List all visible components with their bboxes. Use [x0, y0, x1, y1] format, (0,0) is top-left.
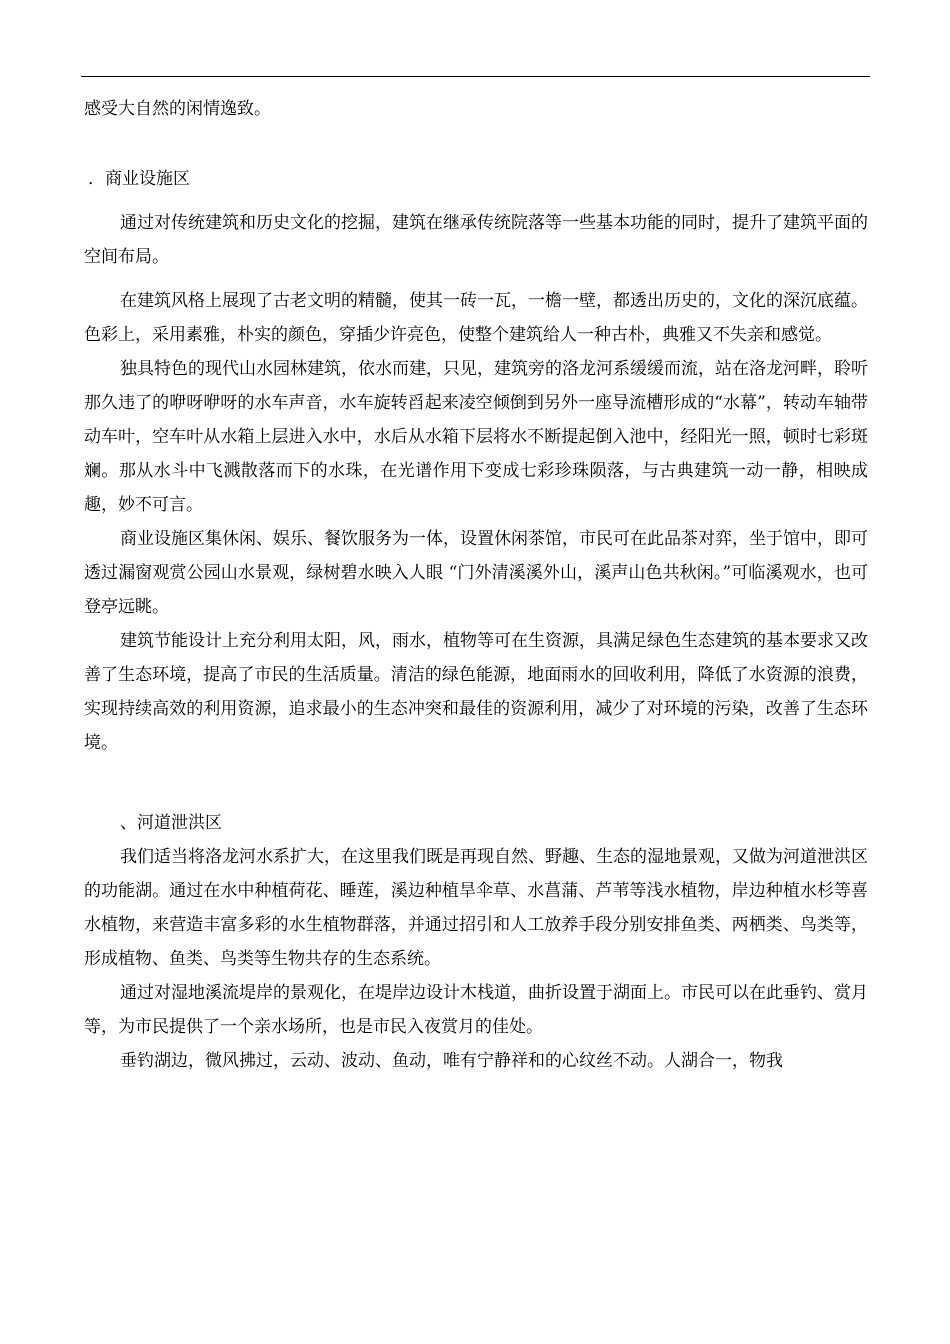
opening-line: 感受大自然的闲情逸致。 [84, 99, 271, 119]
paragraph: 通过对传统建筑和历史文化的挖掘，建筑在继承传统院落等一些基本功能的同时，提升了建筑平面的空间布局。 [84, 213, 868, 267]
paragraph: 我们适当将洛龙河水系扩大，在这里我们既是再现自然、野趣、生态的湿地景观，又做为河道泄洪区的功能湖。通过在水中种植荷花、睡莲，溪边种植旱伞草、水菖蒲、芦苇等浅水植物，岸边种植水杉等喜水植物，来营造丰富多彩的水生植物群落，并通过招引和人工放养手段分别安排鱼类、两栖类、鸟类等，形成植物、鱼类、鸟类等生物共存的生态系统。 [84, 847, 868, 969]
section-heading-flood-channel: 、河道泄洪区 [120, 813, 222, 833]
paragraph: 垂钓湖边，微风拂过，云动、波动、鱼动，唯有宁静祥和的心纹丝不动。人湖合一，物我 [120, 1051, 783, 1071]
paragraph: 商业设施区集休闲、娱乐、餐饮服务为一体，设置休闲茶馆，市民可在此品茶对弈，坐于馆中，即可透过漏窗观赏公园山水景观，绿树碧水映入人眼 “门外清溪溪外山，溪声山色共秋闲。”可临溪观水，也可登亭远眺。 [84, 529, 868, 617]
document-body [84, 92, 868, 1078]
paragraph: 在建筑风格上展现了古老文明的精髓，使其一砖一瓦，一檐一壁，都透出历史的，文化的深沉底蕴。色彩上，采用素雅，朴实的颜色，穿插少许亮色，使整个建筑给人一种古朴，典雅又不失亲和感觉。 [84, 291, 868, 345]
paragraph: 独具特色的现代山水园林建筑，依水而建，只见，建筑旁的洛龙河系缓缓而流，站在洛龙河畔，聆听那久违了的咿呀咿呀的水车声音，水车旋转舀起来凌空倾倒到另外一座导流槽形成的“水幕”，转动车轴带动车叶，空车叶从水箱上层进入水中，水后从水箱下层将水不断提起倒入池中，经阳光一照，顿时七彩斑斓。那从水斗中飞溅散落而下的水珠，在光谱作用下变成七彩珍珠陨落，与古典建筑一动一静，相映成趣，妙不可言。 [84, 359, 868, 515]
header-rule [81, 76, 870, 77]
paragraph: 通过对湿地溪流堤岸的景观化，在堤岸边设计木栈道，曲折设置于湖面上。市民可以在此垂钓、赏月等，为市民提供了一个亲水场所，也是市民入夜赏月的佳处。 [84, 983, 868, 1037]
paragraph: 建筑节能设计上充分利用太阳，风，雨水，植物等可在生资源，具满足绿色生态建筑的基本要求又改善了生态环境，提高了市民的生活质量。清洁的绿色能源，地面雨水的回收利用，降低了水资源的浪费，实现持续高效的利用资源，追求最小的生态冲突和最佳的资源利用，减少了对环境的污染，改善了生态环境。 [84, 631, 868, 753]
section-heading-commercial: ．商业设施区 [88, 169, 190, 189]
